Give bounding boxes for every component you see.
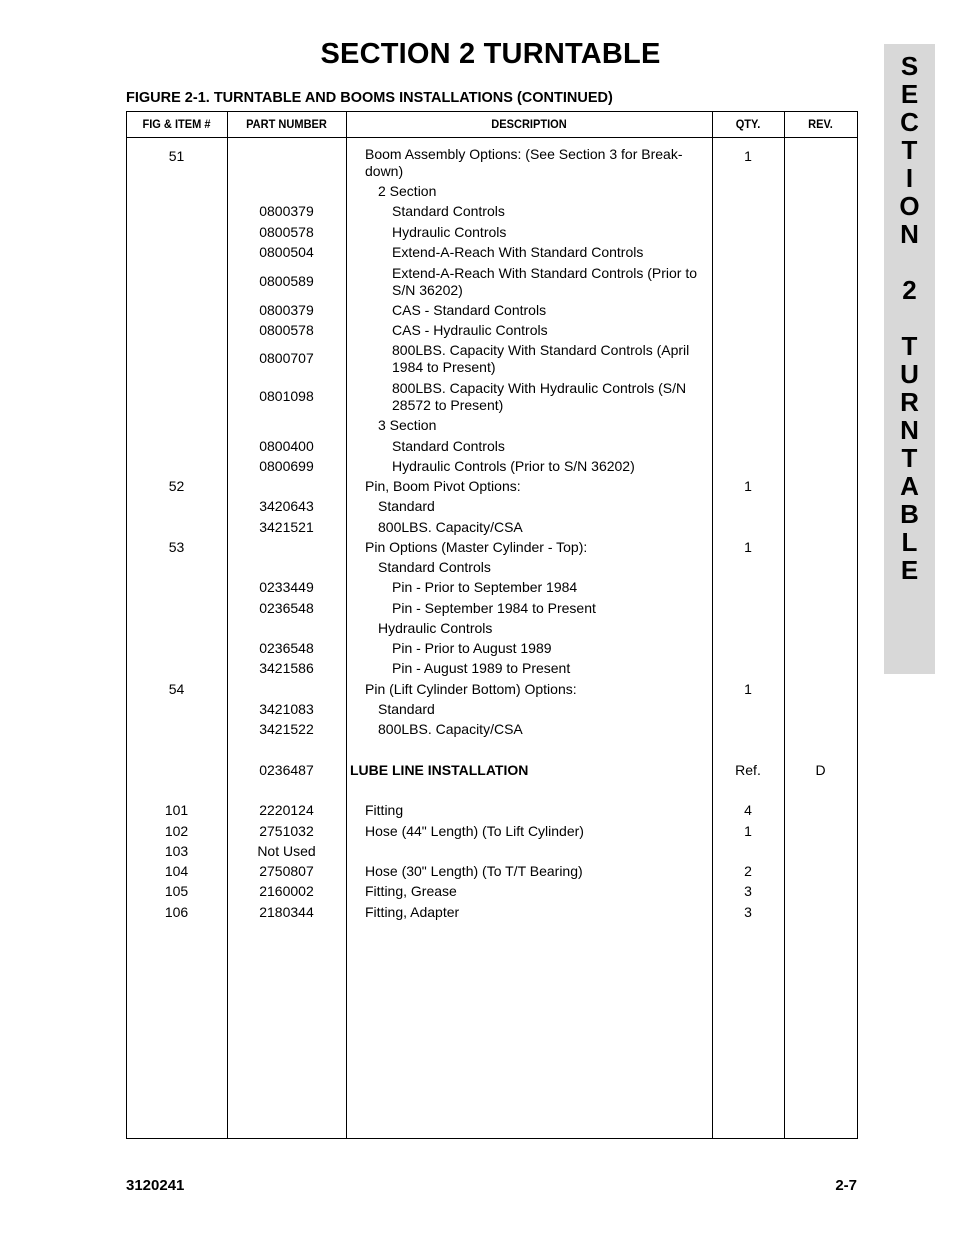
part-number-cell: 0800589	[259, 273, 314, 289]
header-divider	[126, 137, 858, 138]
side-tab-letter: O	[899, 191, 920, 221]
figure-caption: FIGURE 2-1. TURNTABLE AND BOOMS INSTALLATIONS (CONTINUED)	[126, 90, 613, 106]
col-header-part: PART NUMBER	[246, 117, 327, 131]
description-cell: Pin - Prior to August 1989	[392, 640, 552, 656]
fig-item-cell: 101	[164, 802, 189, 818]
part-number-cell: 0236548	[259, 640, 314, 656]
rev-cell: D	[815, 762, 826, 778]
side-tab-letter: R	[900, 387, 919, 417]
part-number-cell: Not Used	[257, 843, 316, 859]
side-tab-letter: S	[900, 51, 919, 81]
description-cell: Extend-A-Reach With Standard Controls	[392, 244, 644, 260]
fig-item-cell: 53	[168, 539, 185, 555]
description-cell: Boom Assembly Options: (See Section 3 for Break-down)	[365, 146, 683, 179]
qty-cell: 1	[744, 478, 752, 494]
fig-item-cell: 102	[164, 823, 189, 839]
qty-cell: 1	[744, 681, 752, 697]
fig-item-cell: 54	[168, 681, 185, 697]
qty-cell: 1	[744, 539, 752, 555]
qty-cell: 3	[744, 904, 752, 920]
description-cell: Fitting, Adapter	[365, 904, 460, 920]
col-header-rev: REV.	[808, 117, 833, 131]
qty-cell: 2	[744, 863, 752, 879]
part-number-cell: 0236487	[259, 762, 314, 778]
section-title: SECTION 2 TURNTABLE	[320, 38, 661, 70]
description-cell: 2 Section	[378, 183, 437, 199]
description-cell: 800LBS. Capacity/CSA	[378, 721, 523, 737]
page-number: 2-7	[835, 1177, 857, 1194]
part-number-cell: 0800699	[259, 458, 314, 474]
part-number-cell: 0800400	[259, 438, 314, 454]
side-tab-letter: C	[900, 107, 919, 137]
section-side-tab	[884, 44, 935, 674]
side-tab-letter: 2	[902, 275, 917, 305]
description-cell: Pin Options (Master Cylinder - Top):	[365, 539, 588, 555]
part-number-cell: 0800379	[259, 302, 314, 318]
description-cell: Fitting	[365, 802, 404, 818]
description-cell: Fitting, Grease	[365, 883, 457, 899]
part-number-cell: 2220124	[259, 802, 314, 818]
part-number-cell: 3421083	[259, 701, 314, 717]
fig-item-cell: 103	[164, 843, 189, 859]
description-cell: LUBE LINE INSTALLATION	[350, 762, 529, 778]
description-cell: Standard	[378, 701, 435, 717]
qty-cell: 1	[744, 823, 752, 839]
description-cell: Standard Controls	[392, 438, 505, 454]
side-tab-letter: T	[901, 331, 918, 361]
description-cell: Pin, Boom Pivot Options:	[365, 478, 521, 494]
part-number-cell: 3420643	[259, 498, 314, 514]
description-cell: Hose (44" Length) (To Lift Cylinder)	[365, 823, 584, 839]
column-divider	[784, 111, 785, 1139]
part-number-cell: 3421522	[259, 721, 314, 737]
fig-item-cell: 52	[168, 478, 185, 494]
qty-cell: 4	[744, 802, 752, 818]
column-divider	[346, 111, 347, 1139]
part-number-cell: 3421521	[259, 519, 314, 535]
description-cell: 800LBS. Capacity/CSA	[378, 519, 523, 535]
side-tab-letter: I	[905, 163, 914, 193]
description-cell: CAS - Hydraulic Controls	[392, 322, 548, 338]
part-number-cell: 0236548	[259, 600, 314, 616]
part-number-cell: 2180344	[259, 904, 314, 920]
description-cell: Pin - September 1984 to Present	[392, 600, 596, 616]
col-header-qty: QTY.	[735, 117, 761, 131]
part-number-cell: 0800379	[259, 203, 314, 219]
part-number-cell: 0800504	[259, 244, 314, 260]
col-header-fig: FIG & ITEM #	[142, 117, 211, 131]
part-number-cell: 2751032	[259, 823, 314, 839]
side-tab-letter: T	[901, 135, 918, 165]
part-number-cell: 0801098	[259, 388, 314, 404]
side-tab-letter: E	[900, 555, 919, 585]
description-cell: Hydraulic Controls	[378, 620, 493, 636]
side-tab-letter: N	[900, 415, 919, 445]
part-number-cell: 0800578	[259, 224, 314, 240]
part-number-cell: 3421586	[259, 660, 314, 676]
description-cell: 800LBS. Capacity With Hydraulic Controls (S/N 28572 to Present)	[392, 380, 687, 413]
description-cell: Pin (Lift Cylinder Bottom) Options:	[365, 681, 577, 697]
description-cell: Extend-A-Reach With Standard Controls (Prior to S/N 36202)	[392, 265, 698, 298]
description-cell: Standard	[378, 498, 435, 514]
description-cell: Hose (30" Length) (To T/T Bearing)	[365, 863, 583, 879]
description-cell: CAS - Standard Controls	[392, 302, 547, 318]
side-tab-letter: A	[900, 471, 919, 501]
document-number: 3120241	[126, 1177, 185, 1194]
description-cell: Pin - August 1989 to Present	[392, 660, 571, 676]
column-divider	[712, 111, 713, 1139]
description-cell: Hydraulic Controls	[392, 224, 507, 240]
description-cell: Pin - Prior to September 1984	[392, 579, 578, 595]
part-number-cell: 0800707	[259, 350, 314, 366]
fig-item-cell: 51	[168, 148, 185, 164]
side-tab-letter: E	[900, 79, 919, 109]
part-number-cell: 2750807	[259, 863, 314, 879]
description-cell: 800LBS. Capacity With Standard Controls (April 1984 to Present)	[392, 342, 690, 375]
side-tab-letter: U	[900, 359, 919, 389]
description-cell: Standard Controls	[378, 559, 491, 575]
fig-item-cell: 105	[164, 883, 189, 899]
qty-cell: 1	[744, 148, 752, 164]
description-cell: Hydraulic Controls (Prior to S/N 36202)	[392, 458, 635, 474]
col-header-description: DESCRIPTION	[491, 117, 567, 131]
side-tab-letter: N	[900, 219, 919, 249]
fig-item-cell: 104	[164, 863, 189, 879]
column-divider	[227, 111, 228, 1139]
part-number-cell: 2160002	[259, 883, 314, 899]
description-cell: Standard Controls	[392, 203, 505, 219]
qty-cell: Ref.	[735, 762, 761, 778]
qty-cell: 3	[744, 883, 752, 899]
side-tab-letter: B	[900, 499, 919, 529]
side-tab-letter: T	[901, 443, 918, 473]
side-tab-letter: L	[901, 527, 918, 557]
part-number-cell: 0233449	[259, 579, 314, 595]
description-cell: 3 Section	[378, 417, 437, 433]
part-number-cell: 0800578	[259, 322, 314, 338]
fig-item-cell: 106	[164, 904, 189, 920]
